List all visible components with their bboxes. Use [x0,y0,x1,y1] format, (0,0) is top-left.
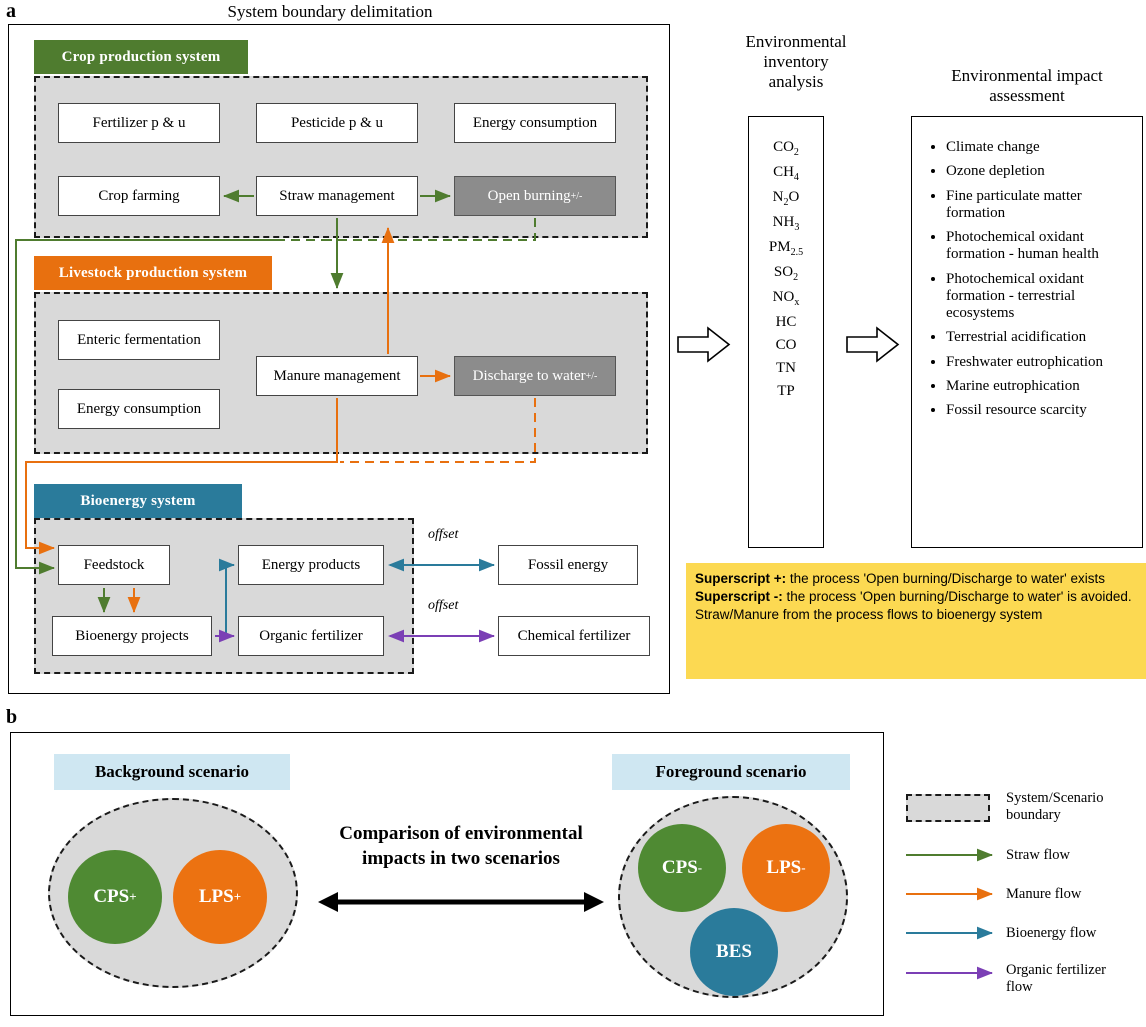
open-burning-label: Open burning [487,187,571,204]
process-chemical-fertilizer[interactable]: Chemical fertilizer [498,616,650,656]
legend-fertilizer-arrow [906,966,998,980]
inventory-item: TN [776,360,796,376]
livestock-system-tab: Livestock production system [34,256,272,290]
inventory-title-line2: inventory [763,52,829,71]
discharge-label: Discharge to water [472,367,586,384]
impact-item: • Ozone depletion [946,163,1132,180]
comparison-double-arrow [318,884,604,920]
impact-item: • Marine eutrophication [946,378,1132,395]
scenario-circle-lps-minus: LPS - [742,824,830,912]
inventory-item: HC [775,314,797,330]
impact-item: • Photochemical oxidant formation - terrestrial ecosystems [946,271,1132,323]
scenario-circle-lps-plus: LPS + [173,850,267,944]
process-energy-consumption-crop[interactable]: Energy consumption [454,103,616,143]
process-bioenergy-projects[interactable]: Bioenergy projects [52,616,212,656]
impact-title [912,66,1142,106]
impact-title-line1: Environmental impact [951,66,1103,85]
scenario-circle-cps-plus: CPS + [68,850,162,944]
superscript-note [686,563,1146,679]
legend-fertilizer-label: Organic fertilizer flow [1006,962,1106,996]
impact-item: • Terrestrial acidification [946,329,1132,346]
comparison-text [318,822,604,871]
inventory-item: $NH_3$ [772,214,800,233]
panel-a-letter: a [6,0,16,22]
process-enteric-fermentation[interactable]: Enteric fermentation [58,320,220,360]
discharge-superscript: +/- [585,370,598,382]
scenario-circle-cps-minus: CPS - [638,824,726,912]
legend-boundary-label: System/Scenario boundary [1006,790,1104,824]
process-organic-fertilizer[interactable]: Organic fertilizer [238,616,384,656]
inventory-item: $N_2O$ [772,189,800,208]
scenario-circle-bes: BES [690,908,778,996]
note-minus-label: Superscript -: [695,588,783,604]
comparison-line2: impacts in two scenarios [362,847,560,869]
panel-a-title: System boundary delimitation [227,2,433,21]
inventory-item: TP [777,383,795,399]
inventory-item: $CO_2$ [773,139,799,158]
note-minus-text: the process 'Open burning/Discharge to water' is avoided. Straw/Manure from the process flows to bioenergy system [695,588,1132,622]
inventory-list [748,116,824,548]
background-scenario-label: Background scenario [54,754,290,790]
open-burning-superscript: +/- [570,190,583,202]
block-arrow-to-impact [845,325,901,365]
legend-boundary-swatch [906,794,990,822]
panel-b-letter: b [6,706,18,728]
impact-item: • Fine particulate matter formation [946,188,1132,223]
inventory-item: $NO_x$ [772,289,800,308]
legend-manure-arrow [906,887,998,901]
legend-straw-arrow [906,848,998,862]
process-fossil-energy[interactable]: Fossil energy [498,545,638,585]
impact-item: • Photochemical oxidant formation - human health [946,229,1132,264]
bioenergy-system-tab: Bioenergy system [34,484,242,518]
inventory-item: $SO_2$ [773,264,799,283]
inventory-item: $PM_{2.5}$ [768,239,804,258]
process-fertilizer-p-u[interactable]: Fertilizer p & u [58,103,220,143]
foreground-scenario-label: Foreground scenario [612,754,850,790]
comparison-line1: Comparison of environmental [339,823,583,844]
legend-straw-label: Straw flow [1006,847,1071,863]
process-straw-management[interactable]: Straw management [256,176,418,216]
legend-bioenergy-label: Bioenergy flow [1006,925,1097,941]
process-energy-consumption-livestock[interactable]: Energy consumption [58,389,220,429]
legend-bioenergy-arrow [906,926,998,940]
process-pesticide-p-u[interactable]: Pesticide p & u [256,103,418,143]
process-manure-management[interactable]: Manure management [256,356,418,396]
note-plus-label: Superscript +: [695,571,787,586]
process-crop-farming[interactable]: Crop farming [58,176,220,216]
process-open-burning[interactable] [454,176,616,216]
inventory-item: $CH_4$ [773,164,799,183]
impact-list [911,116,1143,548]
block-arrow-to-inventory [676,325,732,365]
inventory-item: CO [775,337,797,353]
impact-item: • Fossil resource scarcity [946,402,1132,419]
legend-manure-label: Manure flow [1006,886,1082,902]
inventory-title-line1: Environmental [745,32,847,51]
impact-item: • Freshwater eutrophication [946,354,1132,371]
process-energy-products[interactable]: Energy products [238,545,384,585]
impact-title-line2: assessment [989,86,1065,105]
inventory-title [700,32,892,92]
note-plus-text: the process 'Open burning/Discharge to water' exists [786,571,1105,586]
process-feedstock[interactable]: Feedstock [58,545,170,585]
process-discharge-to-water[interactable] [454,356,616,396]
offset-label-energy: offset [428,527,459,542]
inventory-title-line3: analysis [768,72,824,91]
impact-item: • Climate change [946,139,1132,156]
crop-system-tab: Crop production system [34,40,248,74]
offset-label-fertilizer: offset [428,598,459,613]
